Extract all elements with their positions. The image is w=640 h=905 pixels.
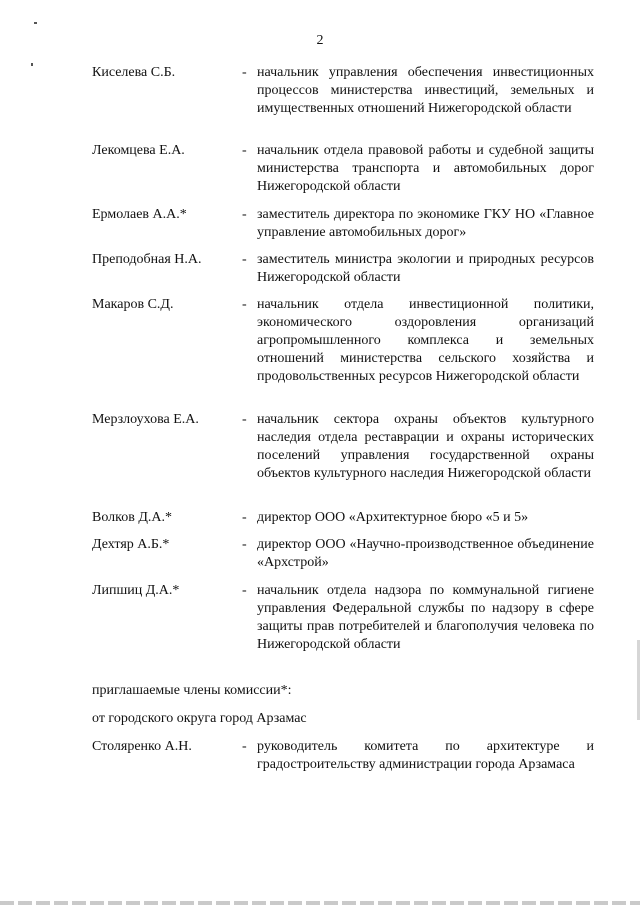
member-position: руководитель комитета по архитектуре и градостроительству администрации города Арзамаса [257,739,594,772]
member-name: Киселева С.Б. [92,65,176,80]
member-dash: - [242,297,247,312]
member-dash: - [242,510,247,525]
member-dash: - [242,537,247,552]
invited-heading: приглашаемые члены комиссии*: [92,683,292,698]
member-position: заместитель директора по экономике ГКУ НО «Главное управление автомобильных дорог» [257,207,594,240]
member-name: Дехтяр А.Б.* [92,537,170,552]
scan-speck [31,63,33,66]
member-dash: - [242,65,247,80]
member-position: начальник сектора охраны объектов культурного наследия отдела реставрации и охраны исторических поселений управления государственной охраны объектов культурного наследия Нижегородской области [257,412,594,481]
member-position: директор ООО «Научно-производственное объединение «Архстрой» [257,537,594,570]
scan-edge-bottom [0,901,640,905]
page-number: 2 [316,33,324,48]
member-name: Столяренко А.Н. [92,739,192,754]
member-name: Липшиц Д.А.* [92,583,180,598]
member-name: Преподобная Н.А. [92,252,202,267]
member-name: Лекомцева Е.А. [92,143,185,158]
member-position: заместитель министра экологии и природных ресурсов Нижегородской области [257,252,594,285]
member-position: начальник управления обеспечения инвестиционных процессов министерства инвестиций, земельных и имущественных отношений Нижегородской области [257,65,594,116]
district-heading: от городского округа город Арзамас [92,711,307,726]
member-name: Макаров С.Д. [92,297,174,312]
member-name: Мерзлоухова Е.А. [92,412,199,427]
member-position: начальник отдела инвестиционной политики, экономического оздоровления организаций агропромышленного комплекса и земельных отношений министерства сельского хозяйства и продовольственных ресурсов Нижегородской области [257,297,594,384]
member-dash: - [242,143,247,158]
member-position: начальник отдела правовой работы и судебной защиты министерства транспорта и автомобильных дорог Нижегородской области [257,143,594,194]
member-dash: - [242,583,247,598]
scan-speck [34,22,37,24]
member-name: Волков Д.А.* [92,510,173,525]
member-position: директор ООО «Архитектурное бюро «5 и 5» [257,510,529,525]
member-dash: - [242,739,247,754]
member-dash: - [242,252,247,267]
member-name: Ермолаев А.А.* [92,207,187,222]
member-position: начальник отдела надзора по коммунальной гигиене управления Федеральной службы по надзору в сфере защиты прав потребителей и благополучия человека по Нижегородской области [257,583,594,652]
member-dash: - [242,412,247,427]
member-dash: - [242,207,247,222]
